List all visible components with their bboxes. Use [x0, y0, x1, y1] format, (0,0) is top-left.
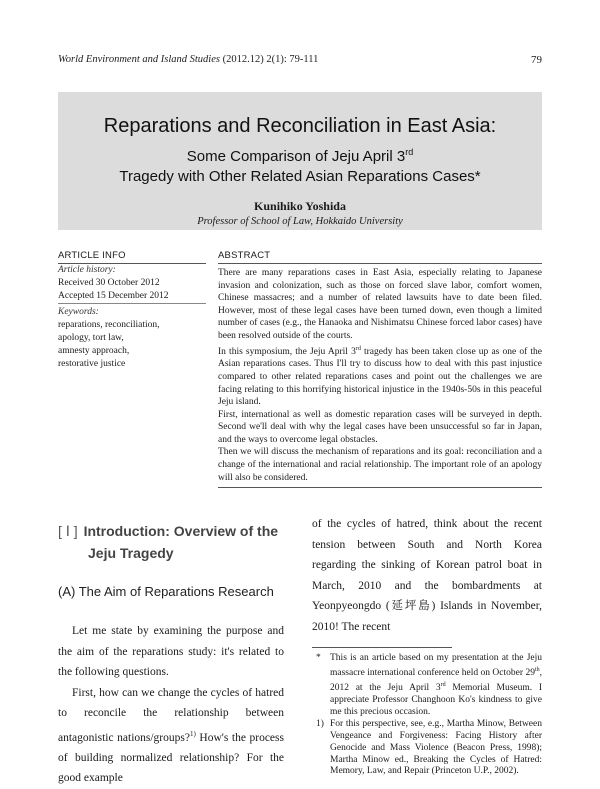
subtitle-line-2: Tragedy with Other Related Asian Reparations Cases* — [119, 168, 481, 185]
abstract-paragraph: First, international as well as domestic reparation cases will be surveyed in depth. Second we'll deal with why the legal cases have been unsuccessful so far in Japan, and the ways to overcome legal obstacles. — [218, 409, 542, 445]
abstract — [218, 250, 542, 488]
article-title: Reparations and Reconciliation in East Asia: — [103, 115, 497, 137]
footnotes — [312, 653, 542, 778]
keyword-line: reparations, reconciliation, — [58, 320, 160, 331]
history-label: Article history: — [58, 265, 116, 275]
body-text — [58, 621, 284, 789]
keyword-line: restorative justice — [58, 358, 126, 369]
paragraph: First, how can we change the cycles of hatred to reconcile the relationship between antagonistic nations/groups?$^{1)}$ How's the process of building normalized relationship? For the good example — [58, 686, 284, 785]
running-header — [58, 54, 318, 65]
footnote-1: 1) For this perspective, see, e.g., Martha Minow, Between Vengeance and Forgiveness: Facing History after Genocide and Mass Violence (Beacon Press, 1998); Martha Minow ed., Breaking the Cycles of Hatred: Memory, Law, and Repair (Princeton U.P., 2002). — [316, 719, 542, 777]
body-right-column — [312, 514, 542, 779]
paragraph: of the cycles of hatred, think about the recent tension between South and North Korea regarding the sinking of Korean patrol boat in March, 2010 and the bombardments at Yeonpyeongdo (延坪島) Islands in November, 2010! The recent — [312, 518, 542, 633]
article-subtitle — [58, 142, 542, 187]
body-left-column — [58, 520, 284, 789]
divider — [58, 303, 206, 304]
article-info-heading: ARTICLE INFO — [58, 250, 206, 264]
keywords-label: Keywords: — [58, 307, 99, 318]
footnote-ref: 1) — [189, 729, 196, 738]
article-history — [58, 264, 206, 302]
accepted-date: Accepted 15 December 2012 — [58, 290, 169, 301]
keyword-line: amnesty approach, — [58, 345, 130, 356]
abstract-paragraph: There are many reparations cases in East Asia, especially relating to Japanese invasion and colonization, such as those on forced slave labor, comfort women, Chinese massacres; and a number of related lawsuits have to date been filed. However, most of these legal cases have been turned down, even though a limited number of cases (e.g., the Hanaoka and Nishimatsu Chinese forced labor cases) have been resolved outside of the courts. — [218, 268, 542, 341]
subtitle-line-1: Some Comparison of Jeju April 3rd — [186, 147, 414, 165]
section-title-line-1: Introduction: Overview of the — [83, 523, 279, 539]
title-block — [58, 92, 542, 230]
paragraph: Let me state by examining the purpose and the aim of the reparations study: it's related to the following questions. — [58, 625, 284, 678]
journal-citation: (2012.12) 2(1): 79-111 — [222, 54, 319, 65]
abstract-paragraph: In this symposium, the Jeju April 3rd tragedy has been taken close up as one of the Asian reparations cases. Thus I'll try to discuss how to deal with this past injustice compared to other related reparations cases and point out the challenges we are facing relating to this horrifying historical injustice in the 1940s-50s in this peaceful Jeju island. — [218, 345, 543, 408]
article-info — [58, 250, 206, 370]
subsection-heading: (A) The Aim of Reparations Research — [58, 584, 274, 599]
section-heading — [58, 520, 284, 564]
section-title-line-2: Jeju Tragedy — [88, 545, 174, 561]
abstract-paragraph: Then we will discuss the mechanism of reparations and its goal: reconciliation and a change of the international and racial relationship. The important role of an apology will also be considered. — [218, 447, 542, 483]
keyword-line: apology, tort law, — [58, 332, 124, 343]
section-number: [ Ⅰ ] — [58, 523, 78, 539]
page-number: 79 — [531, 54, 542, 66]
abstract-heading: ABSTRACT — [218, 250, 542, 264]
footnote-star: * This is an article based on my presentation at the Jeju massacre international conference held on October 29th, 2012 at the Jeju April 3rd Memorial Museum. I appreciate Professor Changhoon Ko's kindness to give me this precious occasion. — [316, 653, 542, 717]
keywords — [58, 306, 206, 370]
journal-name: World Environment and Island Studies — [58, 54, 220, 65]
abstract-text — [218, 264, 542, 488]
footnote-divider — [312, 647, 452, 648]
body-text — [312, 514, 542, 637]
author-affiliation: Professor of School of Law, Hokkaido University — [197, 216, 403, 227]
author-name: Kunihiko Yoshida — [254, 199, 346, 213]
received-date: Received 30 October 2012 — [58, 277, 160, 288]
